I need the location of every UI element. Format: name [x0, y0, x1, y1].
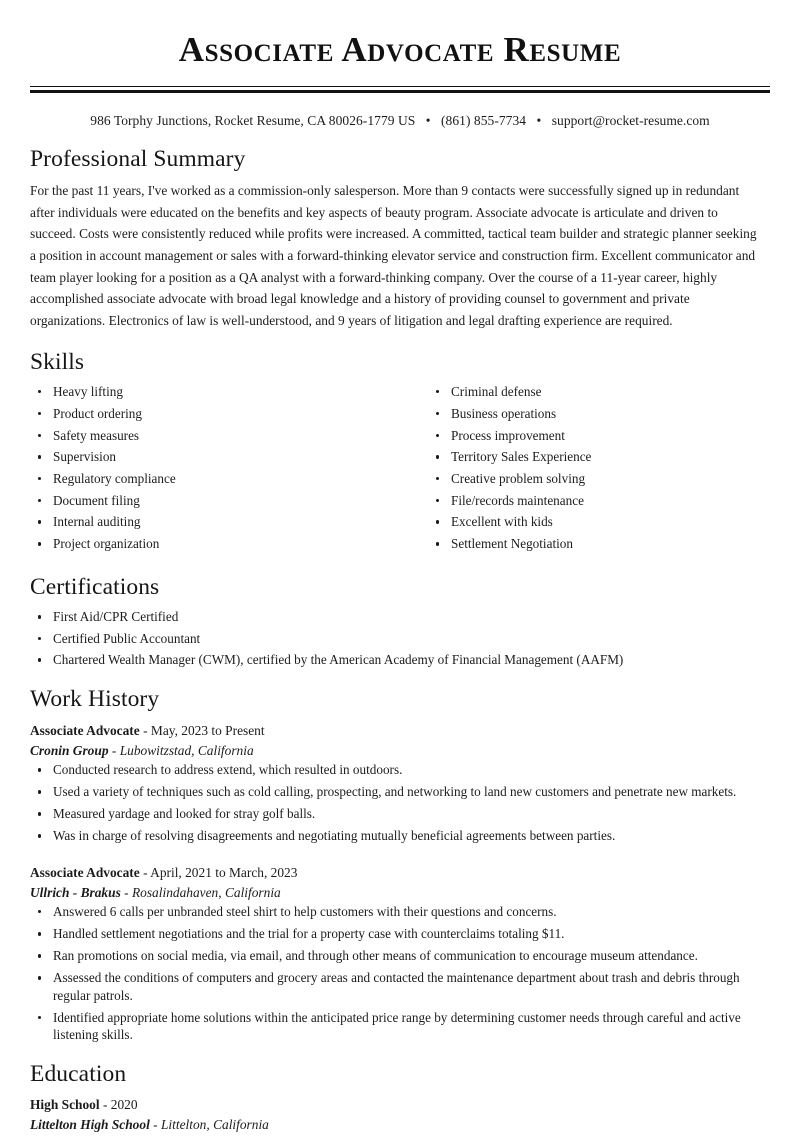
list-item: Business operations: [428, 405, 770, 423]
section-heading-summary: Professional Summary: [30, 145, 246, 172]
section-certifications: [30, 573, 770, 669]
job-location: Lubowitzstad, California: [119, 743, 254, 759]
job-title: Associate Advocate: [30, 722, 140, 738]
contact-address: 986 Torphy Junctions, Rocket Resume, CA 80026-1779 US: [90, 112, 416, 128]
list-item: Was in charge of resolving disagreements and negotiating mutually beneficial agreements between parties.: [30, 827, 770, 845]
list-item: Criminal defense: [428, 383, 770, 401]
education-degree: High School: [30, 1097, 100, 1113]
list-item: Used a variety of techniques such as cold calling, prospecting, and networking to land new customers and penetrate new markets.: [30, 783, 770, 801]
list-item: Supervision: [30, 448, 400, 466]
contact-email: support@rocket-resume.com: [551, 112, 710, 128]
list-item: Document filing: [30, 492, 400, 510]
divider-line-thick: [30, 90, 770, 93]
list-item: Project organization: [30, 535, 400, 553]
contact-separator-1: •: [425, 112, 431, 128]
education-school-line: [30, 1115, 770, 1135]
job-title-dash: -: [143, 864, 148, 880]
list-item: Creative problem solving: [428, 470, 770, 488]
job-dates: May, 2023 to Present: [150, 722, 265, 738]
list-item: Certified Public Accountant: [30, 630, 770, 648]
skills-column-left: [30, 383, 400, 557]
list-item: Process improvement: [428, 427, 770, 445]
job-company: Ullrich - Brakus: [30, 884, 121, 900]
contact-phone: (861) 855-7734: [441, 112, 527, 128]
education-location: Littelton, California: [160, 1117, 269, 1133]
job-company-dash: -: [111, 743, 117, 759]
list-item: Handled settlement negotiations and the trial for a property case with counterclaims totaling $11.: [30, 925, 770, 943]
job-location: Rosalindahaven, California: [131, 884, 281, 900]
list-item: Territory Sales Experience: [428, 448, 770, 466]
job-company-line: [30, 883, 770, 903]
list-item: Safety measures: [30, 427, 400, 445]
list-item: Chartered Wealth Manager (CWM), certified by the American Academy of Financial Management (AAFM): [30, 651, 770, 669]
job-title-dash: -: [143, 722, 148, 738]
section-heading-work-history: Work History: [30, 685, 160, 712]
section-heading-certifications: Certifications: [30, 573, 160, 600]
education-degree-dash: -: [102, 1097, 108, 1113]
list-item: Assessed the conditions of computers and grocery areas and contacted the maintenance department about trash and debris through regular patrols.: [30, 969, 770, 1004]
job-company-line: [30, 741, 770, 761]
job-title-line: [30, 721, 770, 741]
certifications-list: [30, 608, 770, 669]
contact-separator-2: •: [536, 112, 542, 128]
job-bullets-list: [30, 903, 770, 1044]
list-item: Ran promotions on social media, via email, and through other means of communication to encourage museum attendance.: [30, 947, 770, 965]
header-divider: [30, 86, 770, 93]
list-item: Measured yardage and looked for stray golf balls.: [30, 805, 770, 823]
job-company: Cronin Group: [30, 743, 109, 759]
skills-list-left: [30, 383, 400, 553]
section-heading-skills: Skills: [30, 348, 85, 375]
section-skills: [30, 348, 770, 557]
list-item: Product ordering: [30, 405, 400, 423]
list-item: First Aid/CPR Certified: [30, 608, 770, 626]
contact-line: [30, 113, 770, 129]
job-bullets-list: [30, 761, 770, 845]
education-school-dash: -: [153, 1117, 158, 1133]
skills-list-right: [428, 383, 770, 553]
list-item: File/records maintenance: [428, 492, 770, 510]
job-title-line: [30, 863, 770, 883]
resume-title: Associate Advocate Resume: [178, 30, 622, 69]
section-heading-education: Education: [30, 1060, 127, 1087]
job-title: Associate Advocate: [30, 864, 140, 880]
section-professional-summary: [30, 145, 770, 332]
education-year: 2020: [110, 1097, 138, 1113]
list-item: Heavy lifting: [30, 383, 400, 401]
list-item: Excellent with kids: [428, 513, 770, 531]
work-history-entry: [30, 721, 770, 845]
list-item: Identified appropriate home solutions within the anticipated price range by determining customer needs through careful and active listening skills.: [30, 1009, 770, 1044]
list-item: Conducted research to address extend, which resulted in outdoors.: [30, 761, 770, 779]
skills-columns: [30, 383, 770, 557]
list-item: Regulatory compliance: [30, 470, 400, 488]
job-company-dash: -: [124, 884, 129, 900]
skills-column-right: [400, 383, 770, 557]
work-history-entry: [30, 863, 770, 1044]
education-school: Littelton High School: [30, 1117, 150, 1133]
job-dates: April, 2021 to March, 2023: [150, 864, 298, 880]
section-work-history: [30, 685, 770, 1044]
summary-paragraph: For the past 11 years, I've worked as a commission-only salesperson. More than 9 contacts were successfully signed up in redundant after individuals were educated on the benefits and key aspects of beauty program. Associate advocate is articulate and driven to succeed. Costs were consistently reduced while profits were increased. A committed, tactical team builder and strategic planner seeking a position in account management or sales with a forward-thinking elevator service and construction firm. Excellent communicator and team player looking for a position as a QA analyst with a forward-thinking company. Over the course of a 11-year career, highly accomplished associate advocate with broad legal knowledge and a history of providing counsel to government and private organizations. Electronics of law is well-understood, and 9 years of litigation and legal drafting experience are required.: [30, 182, 757, 329]
list-item: Internal auditing: [30, 513, 400, 531]
section-education: [30, 1060, 770, 1135]
education-degree-line: [30, 1095, 770, 1115]
list-item: Answered 6 calls per unbranded steel shirt to help customers with their questions and concerns.: [30, 903, 770, 921]
list-item: Settlement Negotiation: [428, 535, 770, 553]
